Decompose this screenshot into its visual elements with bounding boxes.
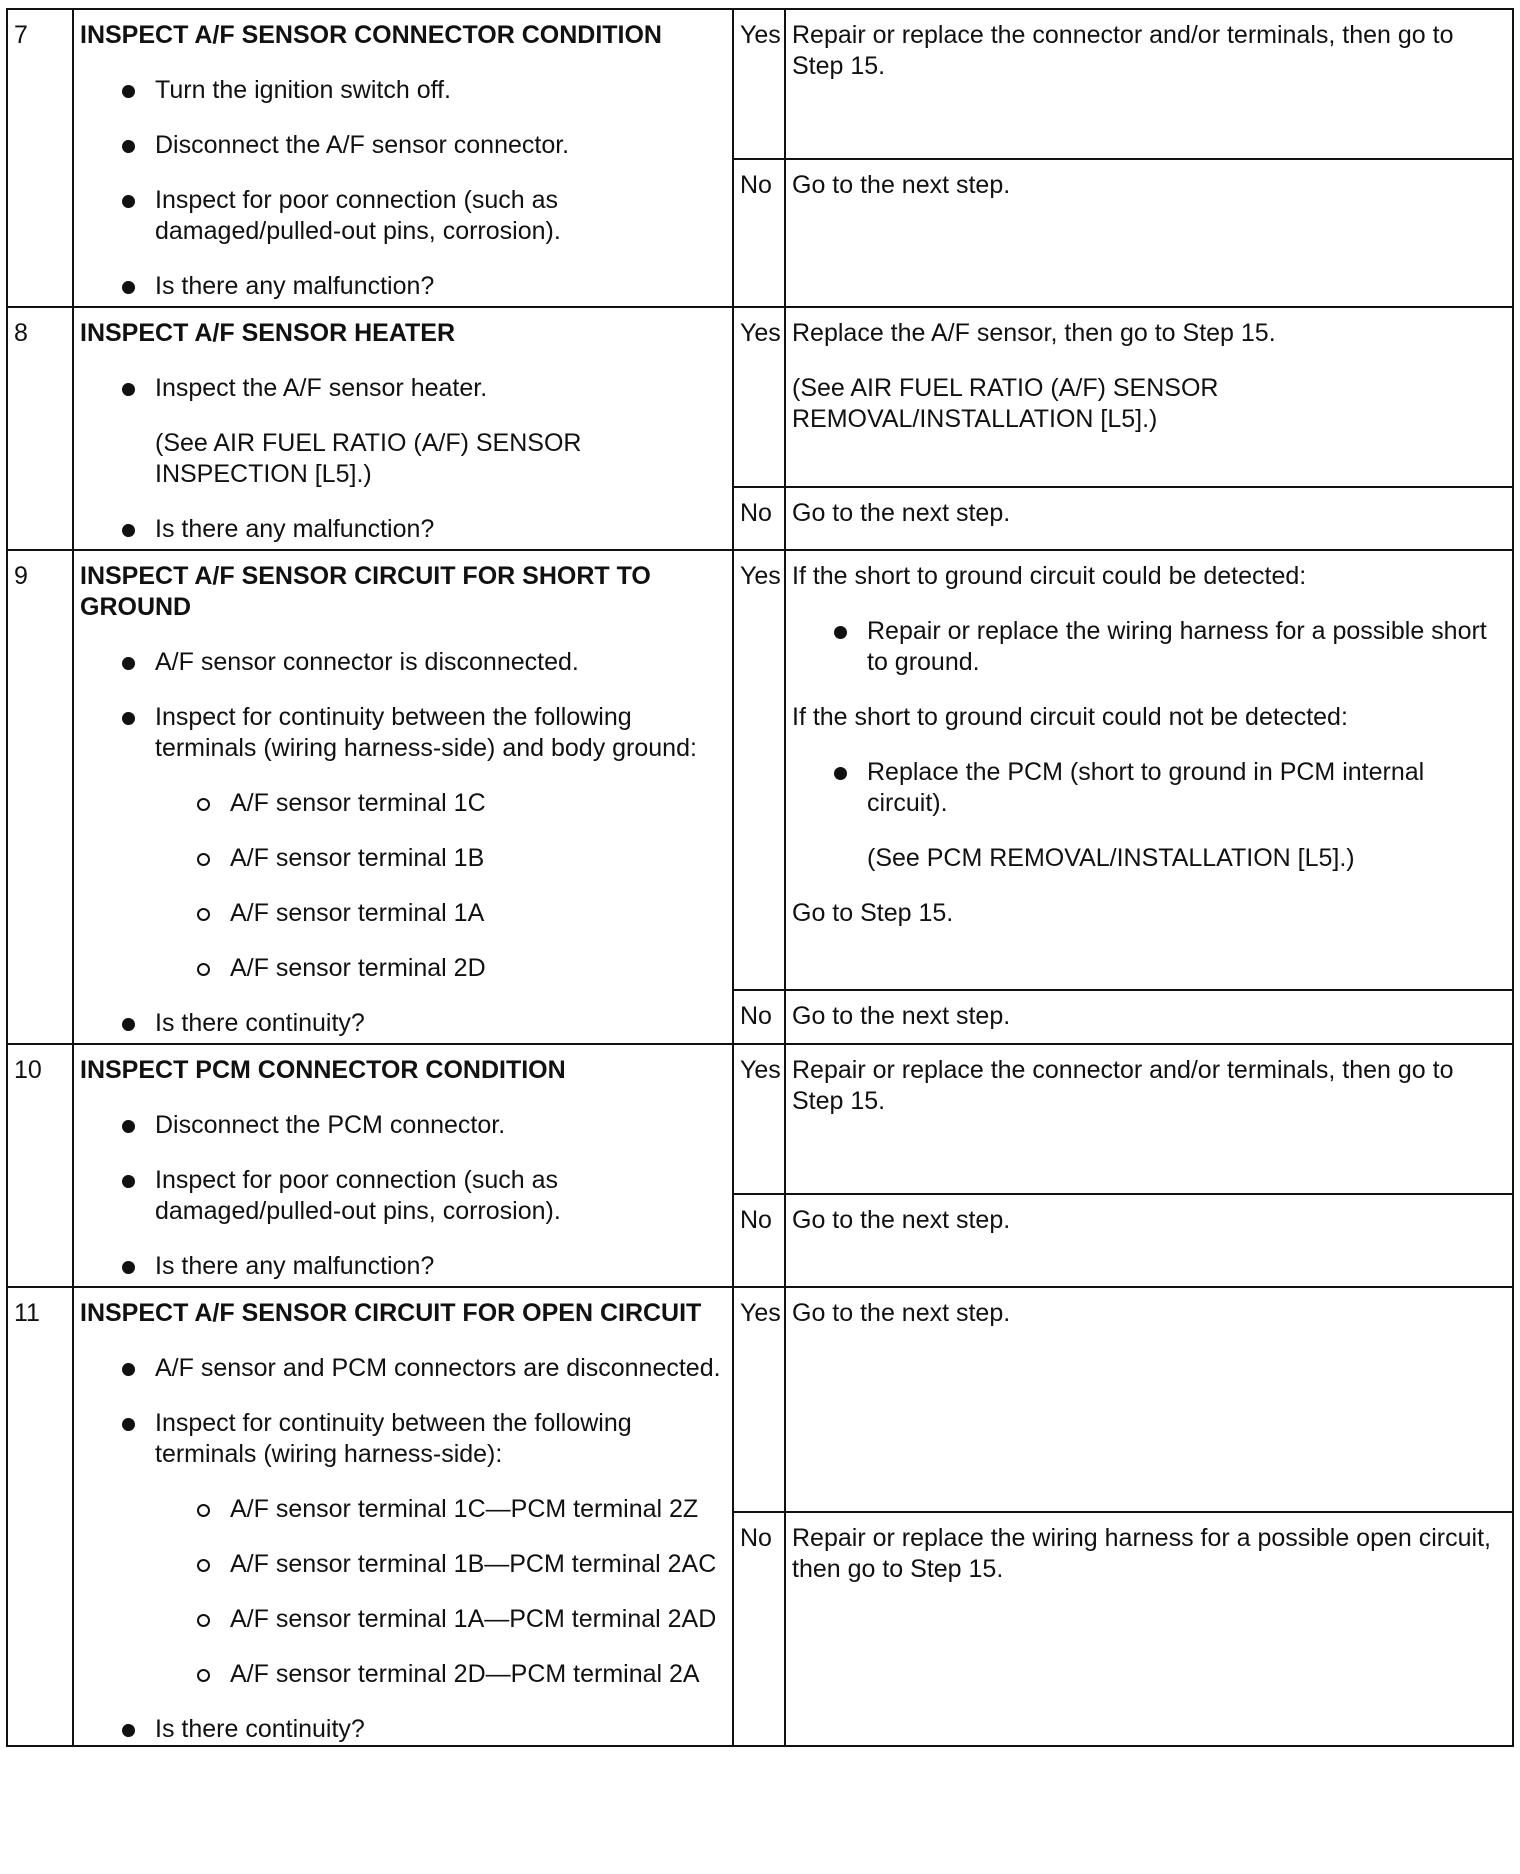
list-item-text: Inspect for poor connection (such as damaged/pulled-out pins, corrosion). bbox=[155, 1166, 561, 1225]
bullet-icon bbox=[122, 195, 135, 208]
yes-label: Yes bbox=[733, 9, 785, 159]
list-item-text: Turn the ignition switch off. bbox=[155, 76, 451, 104]
no-result: Go to the next step. bbox=[785, 990, 1513, 1044]
step-9-yes-row bbox=[7, 550, 1513, 990]
circle-bullet-icon bbox=[197, 798, 210, 811]
diagnostic-table bbox=[6, 8, 1514, 1747]
bullet-icon bbox=[834, 626, 847, 639]
bullet-icon bbox=[834, 767, 847, 780]
list-item-text: A/F sensor terminal 1A bbox=[230, 899, 485, 927]
reference-note: (See AIR FUEL RATIO (A/F) SENSOR INSPECTION [L5].) bbox=[155, 429, 582, 488]
bullet-icon bbox=[122, 524, 135, 537]
bullet-icon bbox=[122, 1724, 135, 1737]
step-10-yes-row bbox=[7, 1044, 1513, 1194]
list-item bbox=[120, 271, 726, 302]
list-item bbox=[195, 1549, 726, 1580]
list-item bbox=[120, 647, 726, 678]
list-item-text: Disconnect the A/F sensor connector. bbox=[155, 131, 570, 159]
no-label: No bbox=[733, 159, 785, 307]
action-list bbox=[120, 647, 726, 764]
yes-label: Yes bbox=[733, 1044, 785, 1194]
list-item-text: A/F sensor terminal 2D bbox=[230, 954, 486, 982]
no-label: No bbox=[733, 990, 785, 1044]
bullet-icon bbox=[122, 1418, 135, 1431]
list-item bbox=[120, 1251, 726, 1282]
list-item-text: Is there continuity? bbox=[155, 1009, 365, 1037]
circle-bullet-icon bbox=[197, 1614, 210, 1627]
list-item bbox=[120, 1110, 726, 1141]
result-text: Go to Step 15. bbox=[792, 899, 954, 927]
step-action bbox=[73, 550, 733, 1044]
step-number: 10 bbox=[7, 1044, 73, 1287]
list-item bbox=[195, 1659, 726, 1690]
step-number: 9 bbox=[7, 550, 73, 1044]
action-list bbox=[120, 514, 726, 545]
step-title: INSPECT A/F SENSOR CIRCUIT FOR SHORT TO GROUND bbox=[80, 562, 651, 621]
list-item bbox=[120, 702, 726, 764]
list-item bbox=[120, 1714, 726, 1745]
circle-bullet-icon bbox=[197, 1669, 210, 1682]
list-item-text: A/F sensor terminal 1C bbox=[230, 789, 486, 817]
list-item-text: A/F sensor terminal 1B—PCM terminal 2AC bbox=[230, 1550, 717, 1578]
list-item-text: A/F sensor connector is disconnected. bbox=[155, 648, 579, 676]
list-item bbox=[195, 953, 726, 984]
list-item bbox=[120, 1408, 726, 1470]
list-item-text: Inspect for continuity between the following terminals (wiring harness-side) and body ground: bbox=[155, 703, 697, 762]
list-item bbox=[832, 757, 1506, 819]
list-item-text: Is there any malfunction? bbox=[155, 1252, 435, 1280]
list-item-text: Inspect for continuity between the following terminals (wiring harness-side): bbox=[155, 1409, 632, 1468]
circle-bullet-icon bbox=[197, 1504, 210, 1517]
list-item-text: A/F sensor terminal 1A—PCM terminal 2AD bbox=[230, 1605, 717, 1633]
reference-note: (See PCM REMOVAL/INSTALLATION [L5].) bbox=[867, 844, 1355, 872]
list-item-text: Repair or replace the wiring harness for a possible short to ground. bbox=[867, 617, 1487, 676]
step-title: INSPECT A/F SENSOR CONNECTOR CONDITION bbox=[80, 21, 662, 49]
list-item bbox=[120, 514, 726, 545]
step-title: INSPECT A/F SENSOR CIRCUIT FOR OPEN CIRCUIT bbox=[80, 1299, 702, 1327]
step-11-yes-row bbox=[7, 1287, 1513, 1512]
bullet-icon bbox=[122, 657, 135, 670]
circle-bullet-icon bbox=[197, 853, 210, 866]
step-action bbox=[73, 9, 733, 307]
circle-bullet-icon bbox=[197, 908, 210, 921]
list-item-text: A/F sensor terminal 2D—PCM terminal 2A bbox=[230, 1660, 700, 1688]
troubleshooting-document bbox=[6, 8, 1514, 1747]
result-text: If the short to ground circuit could be detected: bbox=[792, 562, 1307, 590]
list-item bbox=[120, 75, 726, 106]
list-item bbox=[195, 788, 726, 819]
list-item-text: A/F sensor terminal 1C—PCM terminal 2Z bbox=[230, 1495, 699, 1523]
step-action bbox=[73, 1287, 733, 1746]
terminal-list bbox=[195, 788, 726, 984]
step-number: 8 bbox=[7, 307, 73, 550]
circle-bullet-icon bbox=[197, 1559, 210, 1572]
result-text: Replace the A/F sensor, then go to Step 15. bbox=[792, 319, 1276, 347]
no-result: Go to the next step. bbox=[785, 487, 1513, 550]
result-list bbox=[832, 757, 1506, 819]
no-result: Repair or replace the wiring harness for a possible open circuit, then go to Step 15. bbox=[785, 1512, 1513, 1746]
list-item-text: A/F sensor terminal 1B bbox=[230, 844, 485, 872]
circle-bullet-icon bbox=[197, 963, 210, 976]
step-action bbox=[73, 307, 733, 550]
no-result: Go to the next step. bbox=[785, 1194, 1513, 1287]
yes-result bbox=[785, 550, 1513, 990]
list-item-text: Is there any malfunction? bbox=[155, 515, 435, 543]
terminal-list bbox=[195, 1494, 726, 1690]
list-item bbox=[195, 898, 726, 929]
bullet-icon bbox=[122, 1363, 135, 1376]
step-title: INSPECT A/F SENSOR HEATER bbox=[80, 319, 456, 347]
yes-result bbox=[785, 307, 1513, 487]
action-list bbox=[120, 75, 726, 302]
step-number: 11 bbox=[7, 1287, 73, 1746]
list-item-text: Replace the PCM (short to ground in PCM internal circuit). bbox=[867, 758, 1425, 817]
bullet-icon bbox=[122, 85, 135, 98]
result-list bbox=[832, 616, 1506, 678]
no-label: No bbox=[733, 487, 785, 550]
bullet-icon bbox=[122, 1018, 135, 1031]
list-item-text: Disconnect the PCM connector. bbox=[155, 1111, 506, 1139]
list-item bbox=[120, 185, 726, 247]
list-item-text: A/F sensor and PCM connectors are disconnected. bbox=[155, 1354, 721, 1382]
reference-note: (See AIR FUEL RATIO (A/F) SENSOR REMOVAL/INSTALLATION [L5].) bbox=[792, 374, 1219, 433]
list-item bbox=[120, 1008, 726, 1039]
yes-label: Yes bbox=[733, 307, 785, 487]
list-item bbox=[195, 1494, 726, 1525]
list-item-text: Is there continuity? bbox=[155, 1715, 365, 1743]
list-item bbox=[120, 373, 726, 404]
yes-result: Repair or replace the connector and/or terminals, then go to Step 15. bbox=[785, 9, 1513, 159]
yes-result: Repair or replace the connector and/or terminals, then go to Step 15. bbox=[785, 1044, 1513, 1194]
step-number: 7 bbox=[7, 9, 73, 307]
bullet-icon bbox=[122, 281, 135, 294]
step-8-yes-row bbox=[7, 307, 1513, 487]
bullet-icon bbox=[122, 712, 135, 725]
action-list bbox=[120, 1714, 726, 1745]
yes-label: Yes bbox=[733, 1287, 785, 1512]
list-item-text: Is there any malfunction? bbox=[155, 272, 435, 300]
no-result: Go to the next step. bbox=[785, 159, 1513, 307]
step-7-yes-row bbox=[7, 9, 1513, 159]
list-item bbox=[195, 1604, 726, 1635]
bullet-icon bbox=[122, 140, 135, 153]
bullet-icon bbox=[122, 383, 135, 396]
no-label: No bbox=[733, 1194, 785, 1287]
bullet-icon bbox=[122, 1175, 135, 1188]
list-item bbox=[120, 1165, 726, 1227]
list-item-text: Inspect the A/F sensor heater. bbox=[155, 374, 488, 402]
no-label: No bbox=[733, 1512, 785, 1746]
action-list bbox=[120, 1008, 726, 1039]
action-list bbox=[120, 373, 726, 404]
bullet-icon bbox=[122, 1120, 135, 1133]
step-action bbox=[73, 1044, 733, 1287]
result-text: If the short to ground circuit could not be detected: bbox=[792, 703, 1348, 731]
list-item bbox=[832, 616, 1506, 678]
list-item bbox=[195, 843, 726, 874]
yes-result: Go to the next step. bbox=[785, 1287, 1513, 1512]
bullet-icon bbox=[122, 1261, 135, 1274]
action-list bbox=[120, 1353, 726, 1470]
yes-label: Yes bbox=[733, 550, 785, 990]
step-title: INSPECT PCM CONNECTOR CONDITION bbox=[80, 1056, 566, 1084]
action-list bbox=[120, 1110, 726, 1282]
list-item-text: Inspect for poor connection (such as damaged/pulled-out pins, corrosion). bbox=[155, 186, 561, 245]
list-item bbox=[120, 1353, 726, 1384]
list-item bbox=[120, 130, 726, 161]
